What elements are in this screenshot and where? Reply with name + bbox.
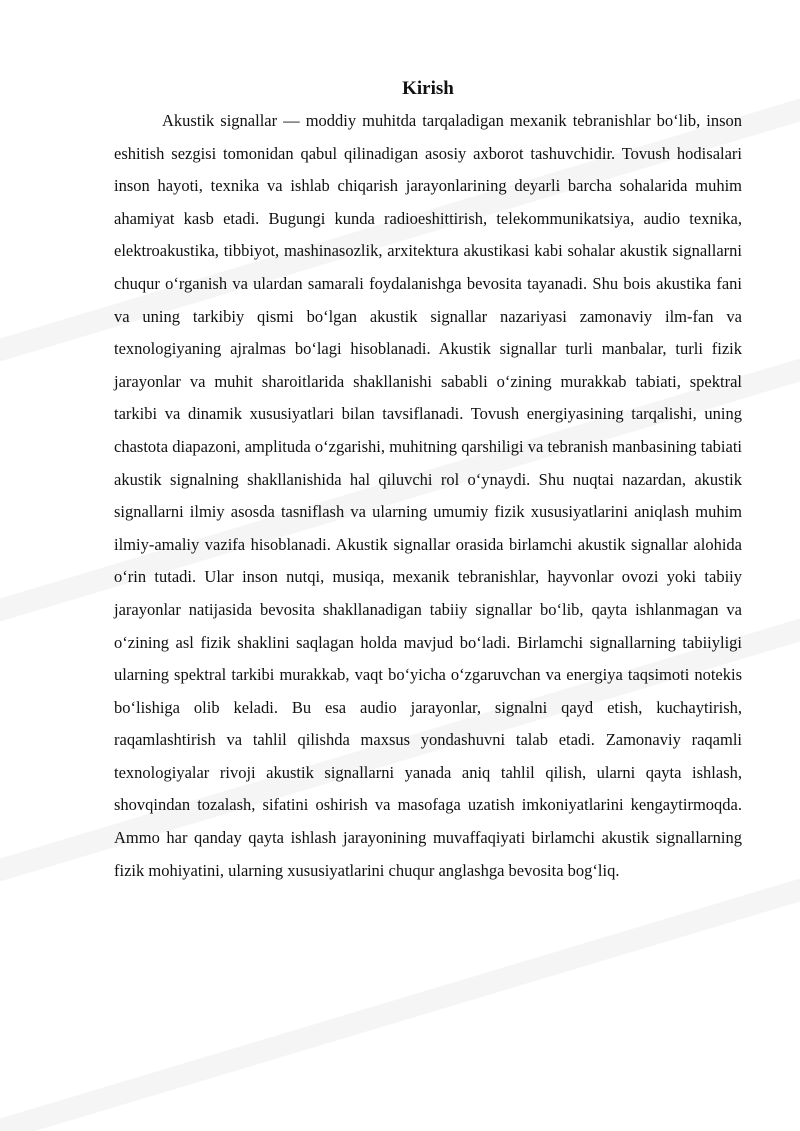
document-title: Kirish xyxy=(402,78,454,99)
main-paragraph: Akustik signallar — moddiy muhitda tarqaladigan mexanik tebranishlar boʻlib, inson eshitish sezgisi tomonidan qabul qilinadigan asosiy axborot tashuvchidir. Tovush hodisalari inson hayoti, texnika va ishlab chiqarish jarayonlarining deyarli barcha sohalarida muhim ahamiyat kasb etadi. Bugungi kunda radioeshittirish, telekommunikatsiya, audio texnika, elektroakustika, tibbiyot, mashinasozlik, arxitektura akustikasi kabi sohalar akustik signallarni chuqur oʻrganish va ulardan samarali foydalanishga bevosita tayanadi. Shu bois akustika fani va uning tarkibiy qismi boʻlgan akustik signallar nazariyasi zamonaviy ilm-fan va texnologiyaning ajralmas boʻlagi hisoblanadi. Akustik signallar turli manbalar, turli fizik jarayonlar va muhit sharoitlarida shakllanishi sababli oʻzining murakkab tabiati, spektral tarkibi va dinamik xususiyatlari bilan tavsiflanadi. Tovush energiyasining tarqalishi, uning chastota diapazoni, amplituda oʻzgarishi, muhitning qarshiligi va tebranish manbasining tabiati akustik signalning shakllanishida hal qiluvchi rol oʻynaydi. Shu nuqtai nazardan, akustik signallarni ilmiy asosda tasniflash va ularning umumiy fizik xususiyatlarini aniqlash muhim ilmiy-amaliy vazifa hisoblanadi. Akustik signallar orasida birlamchi akustik signallar alohida oʻrin tutadi. Ular inson nutqi, musiqa, mexanik tebranishlar, hayvonlar ovozi yoki tabiiy jarayonlar natijasida bevosita shakllanadigan tabiiy signallar boʻlib, qayta ishlanmagan va oʻzining asl fizik shaklini saqlagan holda mavjud boʻladi. Birlamchi signallarning tabiiyligi ularning spektral tarkibi murakkab, vaqt boʻyicha oʻzgaruvchan va energiya taqsimoti notekis boʻlishiga olib keladi. Bu esa audio jarayonlar, signalni qayd etish, kuchaytirish, raqamlashtirish va tahlil qilishda maxsus yondashuvni talab etadi. Zamonaviy raqamli texnologiyalar rivoji akustik signallarni yanada aniq tahlil qilish, ularni qayta ishlash, shovqindan tozalash, sifatini oshirish va masofaga uzatish imkoniyatlarini kengaytirmoqda. Ammo har qanday qayta ishlash jarayonining muvaffaqiyati birlamchi akustik signallarning fizik mohiyatini, ularning xususiyatlarini chuqur anglashga bevosita bogʻliq. xyxy=(114,111,742,880)
document-body xyxy=(114,76,742,887)
